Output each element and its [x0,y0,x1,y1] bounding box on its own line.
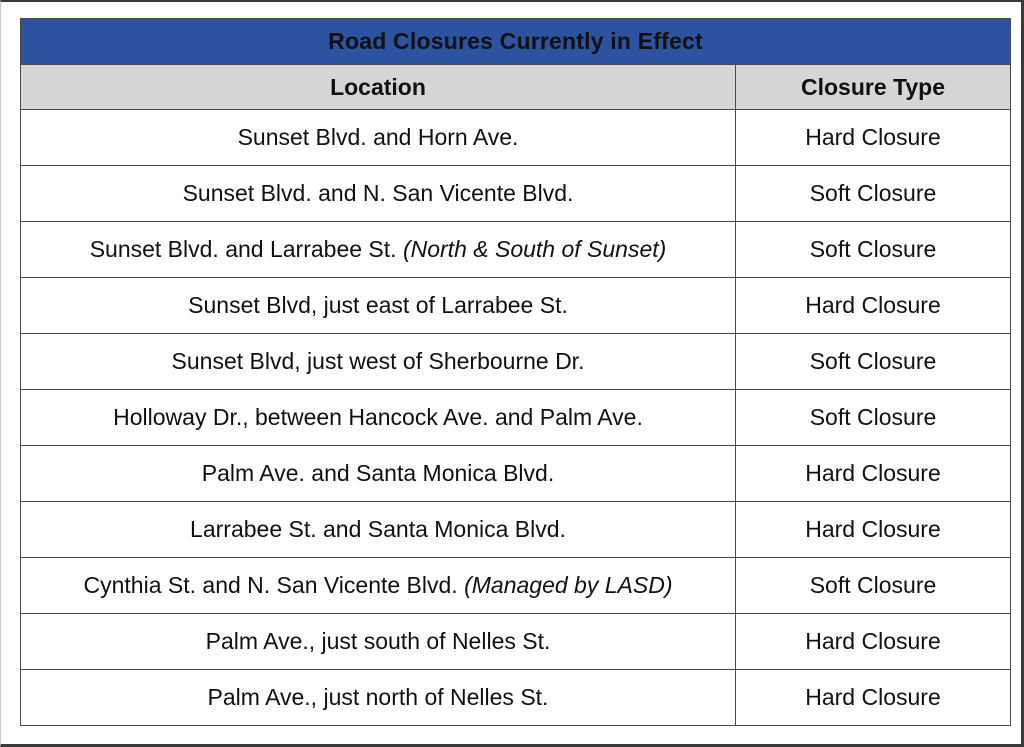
table-header-row [21,65,1011,110]
location-cell [21,446,736,502]
location-text: Palm Ave., just south of Nelles St. [205,628,551,654]
location-cell [21,166,736,222]
closure-type-cell: Soft Closure [736,558,1011,614]
closure-type-cell: Hard Closure [736,502,1011,558]
location-text: Sunset Blvd, just west of Sherbourne Dr. [171,348,585,374]
closure-type-cell: Soft Closure [736,222,1011,278]
location-text: Cynthia St. and N. San Vicente Blvd. [83,572,458,598]
closure-type-cell: Hard Closure [736,670,1011,726]
table-row [21,390,1011,446]
location-cell [21,614,736,670]
location-text: Larrabee St. and Santa Monica Blvd. [190,516,566,542]
location-text: Sunset Blvd, just east of Larrabee St. [188,292,568,318]
closure-type-cell: Soft Closure [736,390,1011,446]
table-body [21,110,1011,726]
table-row [21,614,1011,670]
location-cell [21,110,736,166]
closure-type-column-header: Closure Type [736,65,1011,110]
table-row [21,166,1011,222]
road-closures-table [20,18,1011,726]
location-cell [21,558,736,614]
table-row [21,334,1011,390]
location-text: Palm Ave. and Santa Monica Blvd. [201,460,555,486]
location-text: Palm Ave., just north of Nelles St. [207,684,549,710]
location-cell [21,390,736,446]
location-text: Sunset Blvd. and Horn Ave. [237,124,519,150]
table-title: Road Closures Currently in Effect [21,19,1011,65]
table-row [21,222,1011,278]
location-cell [21,222,736,278]
location-cell [21,670,736,726]
table-row [21,670,1011,726]
location-text: Holloway Dr., between Hancock Ave. and Palm Ave. [113,404,643,430]
location-column-header: Location [21,65,736,110]
table-row [21,278,1011,334]
location-note: (North & South of Sunset) [402,236,667,262]
closure-type-cell: Hard Closure [736,446,1011,502]
location-text: Sunset Blvd. and N. San Vicente Blvd. [182,180,574,206]
location-cell [21,334,736,390]
table-row [21,558,1011,614]
table-row [21,502,1011,558]
table-title-row [21,19,1011,65]
table-row [21,446,1011,502]
location-note: (Managed by LASD) [464,572,673,598]
closure-type-cell: Soft Closure [736,334,1011,390]
location-cell [21,278,736,334]
table-row [21,110,1011,166]
closure-type-cell: Hard Closure [736,110,1011,166]
location-text: Sunset Blvd. and Larrabee St. [89,236,397,262]
closure-type-cell: Soft Closure [736,166,1011,222]
location-cell [21,502,736,558]
closure-type-cell: Hard Closure [736,278,1011,334]
closure-type-cell: Hard Closure [736,614,1011,670]
